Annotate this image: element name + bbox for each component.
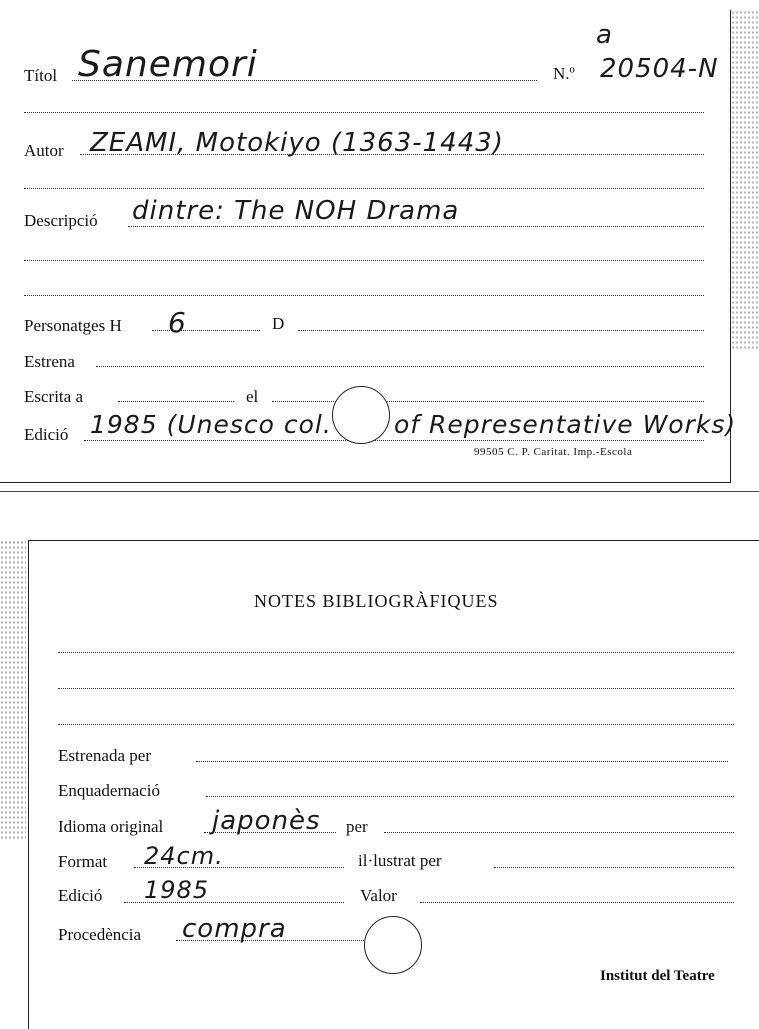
value-edicio-a: 1985 (Unesco col.	[90, 410, 332, 439]
line-edicio	[84, 440, 704, 441]
line-estrena	[96, 366, 704, 367]
label-idioma-per: per	[346, 817, 368, 836]
label-personatges-d: D	[272, 314, 285, 333]
line-titol	[72, 80, 537, 81]
line-descripcio	[128, 226, 704, 227]
label-titol: Títol	[24, 66, 58, 85]
line-illustrat	[494, 867, 734, 868]
label-escrita-el: el	[246, 387, 259, 406]
line-titol-2	[24, 112, 704, 113]
line-notes-1	[58, 652, 734, 653]
label-format: Format	[58, 852, 108, 871]
line-descripcio-2	[24, 260, 704, 261]
line-format	[134, 867, 344, 868]
label-illustrat: il·lustrat per	[358, 851, 442, 870]
value-autor: ZEAMI, Motokiyo (1363-1443)	[90, 128, 504, 158]
line-personatges-d	[298, 330, 704, 331]
label-personatges-h: Personatges H	[24, 316, 122, 335]
label-estrena: Estrena	[24, 352, 75, 371]
line-escrita	[118, 401, 234, 402]
value-personatges-h: 6	[168, 306, 187, 339]
value-edicio-2: 1985	[144, 876, 210, 904]
scan-noise-right	[731, 10, 759, 350]
line-estrenada	[196, 761, 728, 762]
line-valor	[420, 902, 734, 903]
label-enquadernacio: Enquadernació	[58, 781, 160, 800]
line-notes-2	[58, 688, 734, 689]
line-notes-3	[58, 724, 734, 725]
value-numero-prefix: a	[596, 20, 613, 50]
value-edicio-b: of Representative Works)	[394, 410, 737, 439]
label-procedencia: Procedència	[58, 925, 142, 944]
label-numero: N.º	[553, 64, 575, 83]
value-titol: Sanemori	[78, 44, 258, 85]
card-separator	[0, 491, 759, 492]
line-descripcio-3	[24, 295, 704, 296]
line-procedencia	[176, 940, 372, 941]
institution-stamp: Institut del Teatre	[600, 968, 715, 984]
value-procedencia: compra	[182, 914, 287, 944]
label-estrenada: Estrenada per	[58, 746, 151, 765]
value-format: 24cm.	[144, 842, 224, 870]
value-idioma: japonès	[212, 806, 321, 836]
label-autor: Autor	[24, 141, 64, 160]
heading-notes: NOTES BIBLIOGRÀFIQUES	[254, 591, 499, 611]
line-personatges-h	[152, 330, 260, 331]
line-edicio-2	[124, 902, 344, 903]
punch-hole-1	[332, 386, 390, 444]
line-autor	[80, 154, 704, 155]
line-autor-2	[24, 188, 704, 189]
label-valor: Valor	[360, 886, 397, 905]
label-edicio: Edició	[24, 425, 69, 444]
label-idioma: Idioma original	[58, 817, 164, 836]
label-escrita: Escrita a	[24, 387, 83, 406]
line-idioma	[204, 832, 336, 833]
label-edicio-2: Edició	[58, 886, 103, 905]
line-idioma-per	[384, 832, 734, 833]
value-descripcio: dintre: The NOH Drama	[132, 196, 460, 226]
punch-hole-2	[364, 916, 422, 974]
line-enquadernacio	[206, 796, 734, 797]
value-numero: 20504-N	[600, 54, 719, 84]
scan-noise-left	[0, 540, 26, 840]
printer-mark: 99505 C. P. Caritat. Imp.-Escola	[474, 446, 633, 458]
label-descripcio: Descripció	[24, 211, 98, 230]
